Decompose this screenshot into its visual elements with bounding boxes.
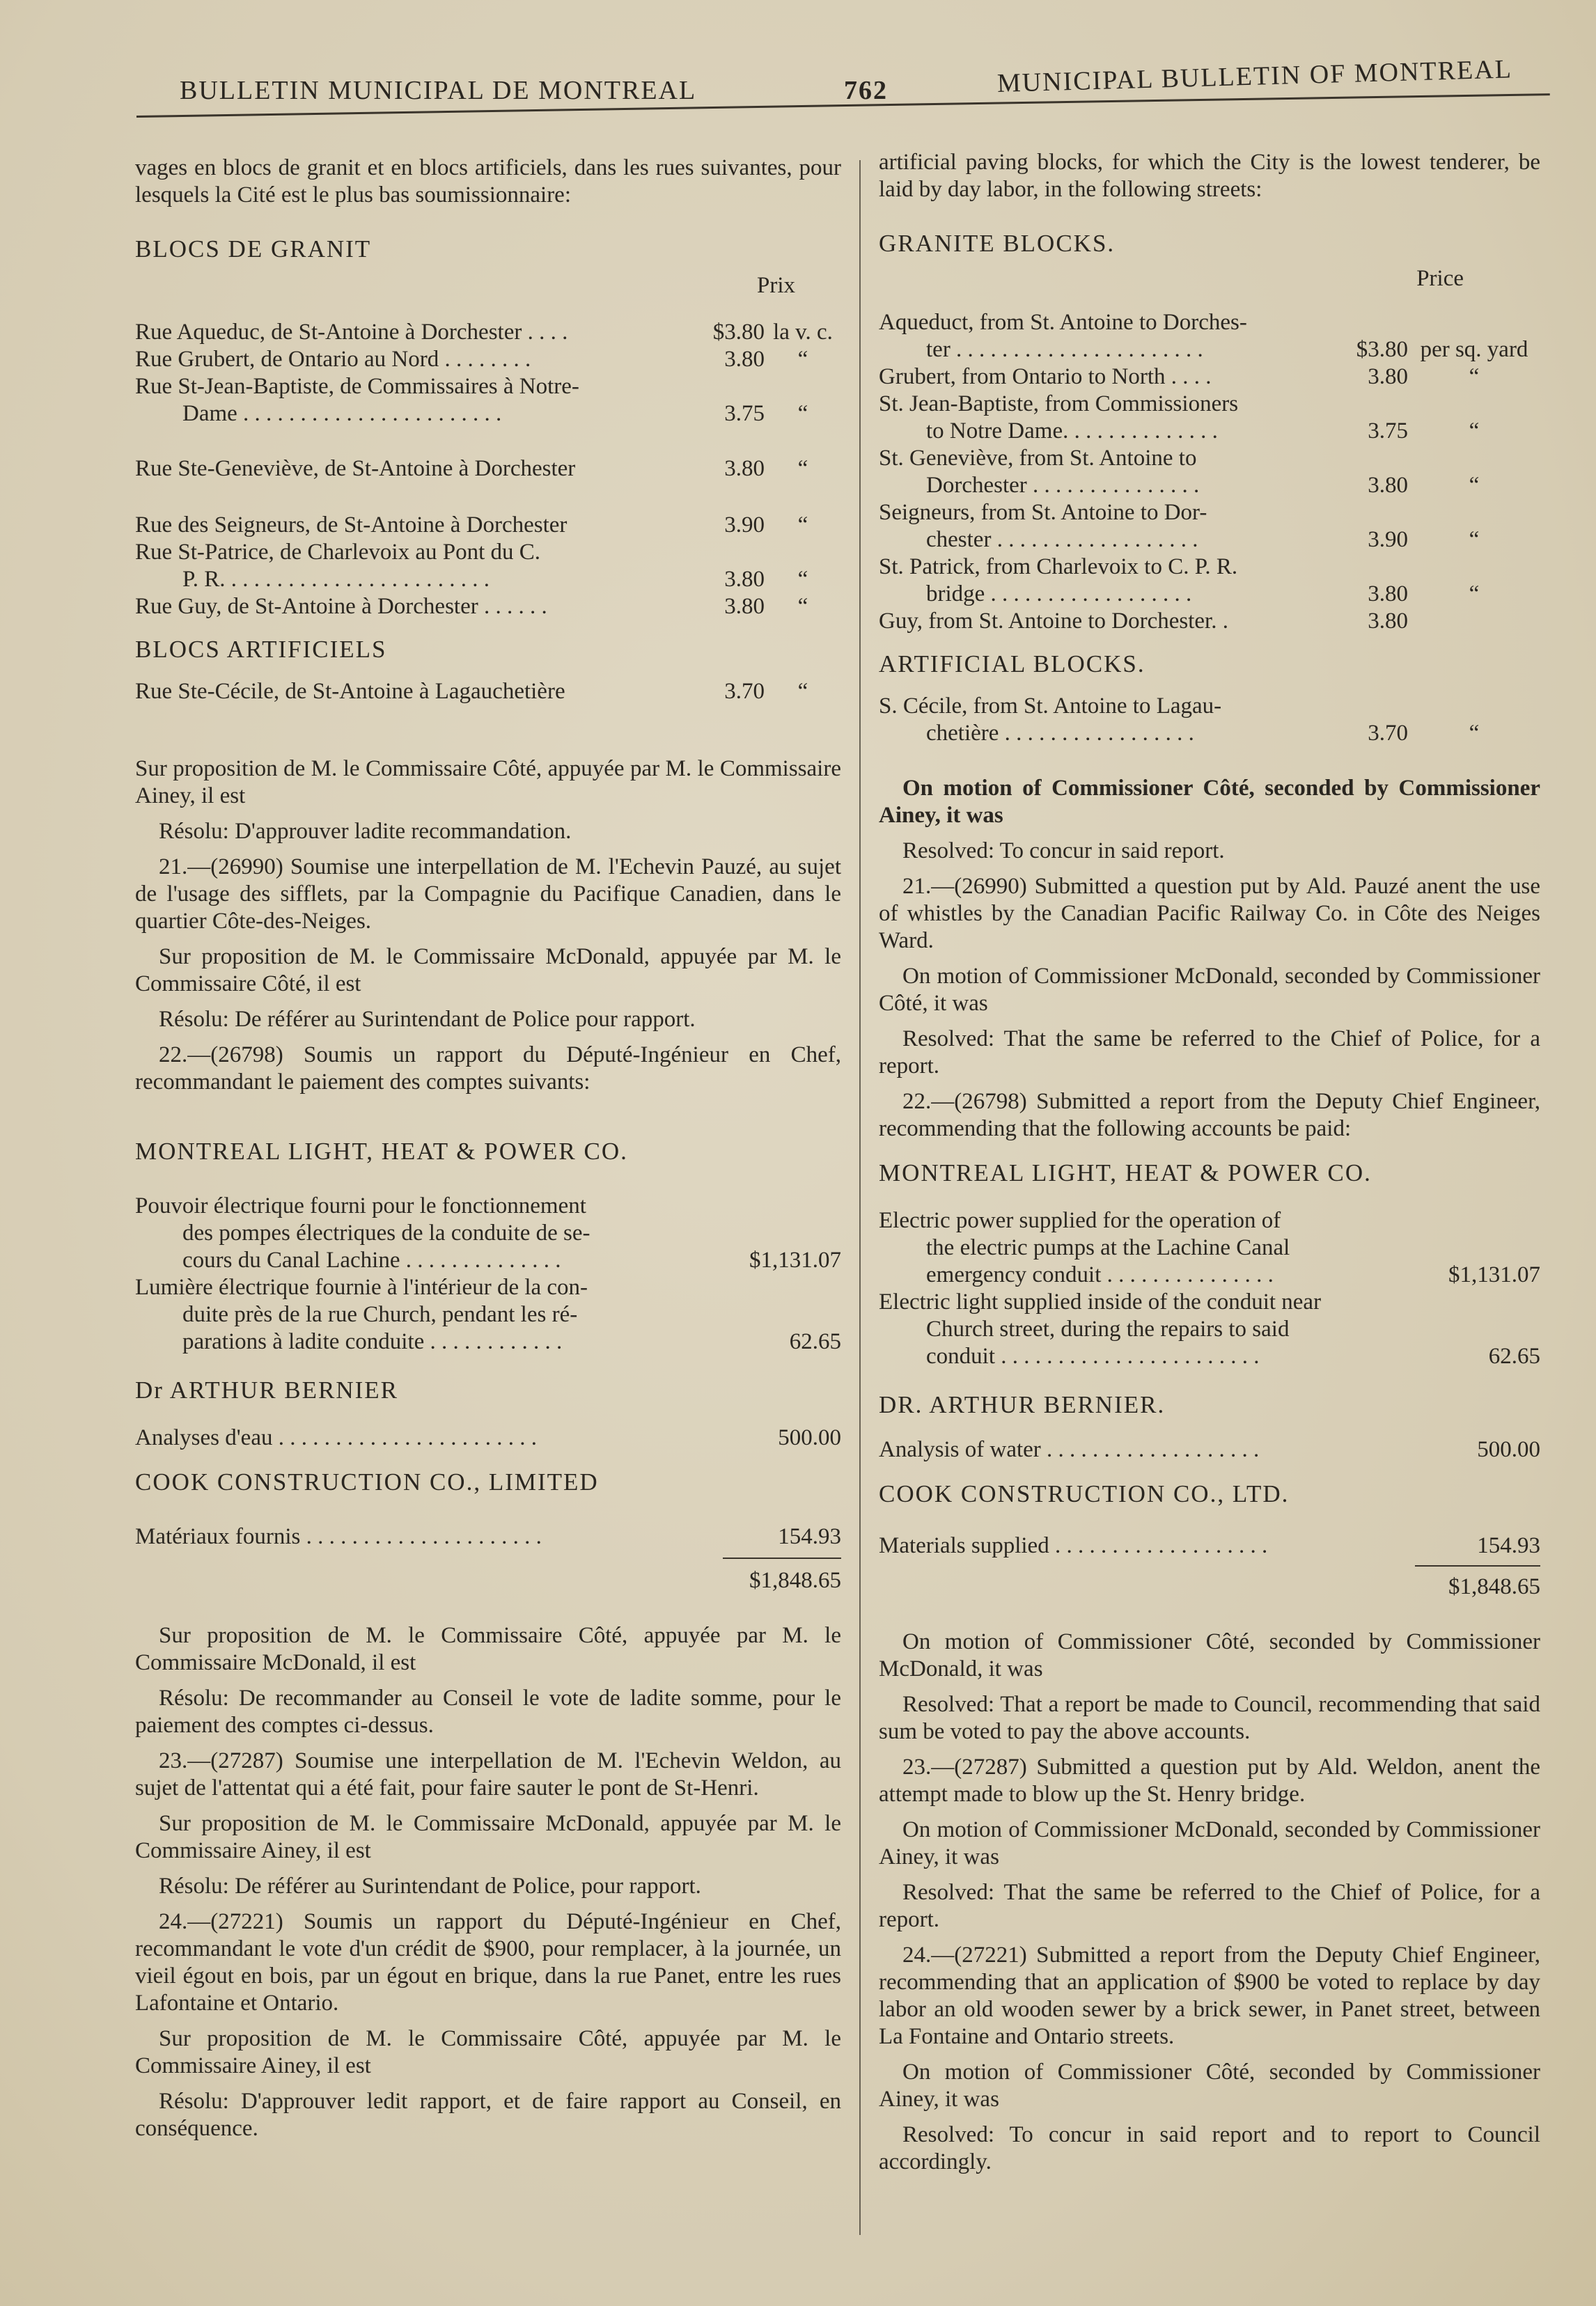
fr-paragraph: 22.—(26798) Soumis un rapport du Député-Ingénieur en Chef, recommandant le paiement des comptes suivants: (135, 1042, 841, 1095)
fr-total: $1,848.65 (749, 1568, 841, 1593)
column-divider (859, 160, 861, 2235)
en-mlhp-item-2: Electric light supplied inside of the conduit near Church street, during the repairs to said conduit . . . . . . . . . . . . . . . . . . . . . . . 62.65 (879, 1289, 1540, 1369)
fr-paragraph: 21.—(26990) Soumise une interpellation de M. l'Echevin Pauzé, au sujet de l'usage des sifflets, par la Compagnie du Pacifique Canadien, dans le quartier Côte-des-Neiges. (135, 854, 841, 934)
fr-paragraph: Sur proposition de M. le Commissaire Côté, appuyée par M. le Commissaire McDonald, il est (135, 1623, 841, 1675)
header-right: MUNICIPAL BULLETIN OF MONTREAL (996, 54, 1513, 98)
en-artificial-title: ARTIFICIAL BLOCKS. (879, 650, 1145, 677)
en-mlhp-item-1: Electric power supplied for the operation of the electric pumps at the Lachine Canal emergency conduit . . . . . . . . . . . . . . . $1,131.07 (879, 1208, 1540, 1287)
en-granite-row: Aqueduct, from St. Antoine to Dorches- (879, 310, 1247, 335)
fr-granit-title: BLOCS DE GRANIT (135, 235, 372, 262)
fr-total-rule (723, 1558, 841, 1559)
en-paragraph: On motion of Commissioner Côté, seconded by Commissioner Ainey, it was (879, 2060, 1540, 2112)
en-granite-row: St. Jean-Baptiste, from Commissioners (879, 391, 1239, 416)
fr-paragraph: Résolu: De référer au Surintendant de Police, pour rapport. (159, 1874, 701, 1899)
fr-mlhp-item-2: Lumière électrique fournie à l'intérieur de la con- duite près de la rue Church, pendant les ré- parations à ladite conduite . . . . . . . . . . . . 62.65 (135, 1275, 841, 1354)
fr-artificial-row: Rue Ste-Cécile, de St-Antoine à Lagauchetière 3.70 “ (135, 679, 808, 704)
fr-granit-row: Rue Ste-Geneviève, de St-Antoine à Dorchester 3.80 “ (135, 456, 808, 481)
en-paragraph: 24.—(27221) Submitted a report from the Deputy Chief Engineer, recommending that an application of $900 be voted to replace by day labor an old wooden sewer by a brick sewer, in Panet street, between La Fontaine and Ontario streets. (879, 1943, 1540, 2049)
en-granite-title: GRANITE BLOCKS. (879, 230, 1116, 257)
fr-granit-row: Rue des Seigneurs, de St-Antoine à Dorchester 3.90 “ (135, 512, 808, 538)
en-paragraph: 22.—(26798) Submitted a report from the Deputy Chief Engineer, recommending that the following accounts be paid: (879, 1089, 1540, 1141)
en-paragraph: On motion of Commissioner Côté, seconded by Commissioner Ainey, it was (879, 776, 1540, 828)
fr-mlhp-item-1: Pouvoir électrique fourni pour le fonctionnement des pompes électriques de la conduite de se- cours du Canal Lachine . . . . . . . . . . . . . . $1,131.07 (135, 1193, 841, 1273)
en-mlhp-title: MONTREAL LIGHT, HEAT & POWER CO. (879, 1159, 1372, 1186)
fr-paragraph: Résolu: D'approuver ladite recommandation. (159, 819, 572, 844)
fr-paragraph: Résolu: De référer au Surintendant de Police pour rapport. (159, 1007, 696, 1032)
en-granite-row: ter . . . . . . . . . . . . . . . . . . . . . . $3.80 per sq. yard (926, 337, 1528, 362)
en-intro: artificial paving blocks, for which the City is the lowest tenderer, be laid by day labor, in the following streets: (879, 150, 1540, 202)
fr-paragraph: Sur proposition de M. le Commissaire Côté, appuyée par M. le Commissaire Ainey, il est (135, 756, 841, 808)
en-paragraph: On motion of Commissioner McDonald, seconded by Commissioner Côté, it was (879, 964, 1540, 1016)
fr-granit-row: Rue Grubert, de Ontario au Nord . . . . . . . . 3.80 “ (135, 347, 808, 372)
fr-bernier-row: Analyses d'eau . . . . . . . . . . . . . . . . . . . . . . . 500.00 (135, 1425, 841, 1450)
en-cook-title: COOK CONSTRUCTION CO., LTD. (879, 1480, 1290, 1507)
fr-granit-row: Rue St-Jean-Baptiste, de Commissaires à Notre- (135, 374, 579, 399)
en-paragraph: Resolved: That a report be made to Council, recommending that said sum be voted to pay the above accounts. (879, 1692, 1540, 1744)
en-granite-row: Seigneurs, from St. Antoine to Dor- (879, 500, 1207, 525)
french-column (135, 155, 841, 2151)
fr-granit-row: Rue St-Patrice, de Charlevoix au Pont du C. (135, 540, 540, 565)
fr-cook-row: Matériaux fournis . . . . . . . . . . . . . . . . . . . . . 154.93 (135, 1524, 841, 1549)
en-granite-row: to Notre Dame. . . . . . . . . . . . . . 3.75 “ (926, 418, 1480, 444)
en-paragraph: On motion of Commissioner McDonald, seconded by Commissioner Ainey, it was (879, 1817, 1540, 1869)
en-paragraph: 23.—(27287) Submitted a question put by Ald. Weldon, anent the attempt made to blow up the St. Henry bridge. (879, 1755, 1540, 1807)
fr-paragraph: 23.—(27287) Soumise une interpellation de M. l'Echevin Weldon, au sujet de l'attentat qui a été fait, pour faire sauter le pont de St-Henri. (135, 1748, 841, 1801)
fr-granit-row: P. R. . . . . . . . . . . . . . . . . . . . . . . . 3.80 “ (182, 567, 808, 592)
fr-paragraph: Résolu: D'approuver ledit rapport, et de faire rapport au Conseil, en conséquence. (135, 2089, 841, 2141)
fr-granit-row: Dame . . . . . . . . . . . . . . . . . . . . . . . 3.75 “ (182, 401, 808, 426)
en-granite-row: St. Geneviève, from St. Antoine to (879, 446, 1197, 471)
en-paragraph: Resolved: To concur in said report. (902, 838, 1225, 863)
en-bernier-title: DR. ARTHUR BERNIER. (879, 1391, 1166, 1418)
en-bernier-row: Analysis of water . . . . . . . . . . . . . . . . . . . 500.00 (879, 1437, 1540, 1462)
fr-bernier-title: Dr ARTHUR BERNIER (135, 1376, 399, 1404)
fr-artificial-title: BLOCS ARTIFICIELS (135, 636, 387, 663)
fr-cook-title: COOK CONSTRUCTION CO., LIMITED (135, 1468, 599, 1496)
fr-granit-row: Rue Guy, de St-Antoine à Dorchester . . . . . . 3.80 “ (135, 594, 808, 619)
fr-paragraph: Sur proposition de M. le Commissaire Côté, appuyée par M. le Commissaire Ainey, il est (135, 2026, 841, 2078)
en-price-label: Price (1416, 266, 1464, 291)
en-paragraph: On motion of Commissioner Côté, seconded by Commissioner McDonald, it was (879, 1629, 1540, 1681)
fr-intro: vages en blocs de granit et en blocs artificiels, dans les rues suivantes, pour lesquels la Cité est le plus bas soumissionnaire: (135, 155, 841, 207)
en-cook-row: Materials supplied . . . . . . . . . . . . . . . . . . . 154.93 (879, 1533, 1540, 1558)
fr-paragraph: Sur proposition de M. le Commissaire McDonald, appuyée par M. le Commissaire Ainey, il est (135, 1811, 841, 1863)
en-granite-row: Guy, from St. Antoine to Dorchester. . 3.80 (879, 609, 1408, 634)
header-left: BULLETIN MUNICIPAL DE MONTREAL (180, 76, 697, 105)
en-paragraph: Resolved: That the same be referred to the Chief of Police, for a report. (879, 1026, 1540, 1079)
en-artificial-row: S. Cécile, from St. Antoine to Lagau- (879, 693, 1222, 719)
fr-paragraph: Résolu: De recommander au Conseil le vote de ladite somme, pour le paiement des comptes ci-dessus. (135, 1686, 841, 1738)
en-paragraph: Resolved: That the same be referred to the Chief of Police, for a report. (879, 1880, 1540, 1932)
en-granite-row: chester . . . . . . . . . . . . . . . . . . 3.90 “ (926, 527, 1480, 552)
fr-paragraph: 24.—(27221) Soumis un rapport du Député-Ingénieur en Chef, recommandant le vote d'un crédit de $900, pour remplacer, à la journée, un vieil égout en bois, par un égout en brique, dans la rue Panet, entre les rues Lafontaine et Ontario. (135, 1909, 841, 2016)
fr-granit-row: Rue Aqueduc, de St-Antoine à Dorchester . . . . $3.80 la v. c. (135, 320, 833, 345)
fr-price-label: Prix (756, 273, 795, 298)
english-column (879, 149, 1540, 2184)
fr-mlhp-title: MONTREAL LIGHT, HEAT & POWER CO. (135, 1138, 628, 1165)
en-total-rule (1415, 1565, 1540, 1567)
en-granite-row: St. Patrick, from Charlevoix to C. P. R. (879, 554, 1238, 579)
fr-paragraph: Sur proposition de M. le Commissaire McDonald, appuyée par M. le Commissaire Côté, il est (135, 944, 841, 996)
page-number: 762 (844, 76, 888, 105)
en-paragraph: Resolved: To concur in said report and to report to Council accordingly. (879, 2122, 1540, 2174)
en-artificial-row: chetière . . . . . . . . . . . . . . . . . 3.70 “ (926, 721, 1480, 746)
en-granite-row: Dorchester . . . . . . . . . . . . . . . 3.80 “ (926, 473, 1480, 498)
en-paragraph: 21.—(26990) Submitted a question put by Ald. Pauzé anent the use of whistles by the Canadian Pacific Railway Co. in Côte des Neiges Ward. (879, 874, 1540, 953)
en-granite-row: Grubert, from Ontario to North . . . . 3.80 “ (879, 364, 1480, 389)
en-granite-row: bridge . . . . . . . . . . . . . . . . . . 3.80 “ (926, 581, 1480, 606)
en-total: $1,848.65 (1448, 1574, 1540, 1599)
